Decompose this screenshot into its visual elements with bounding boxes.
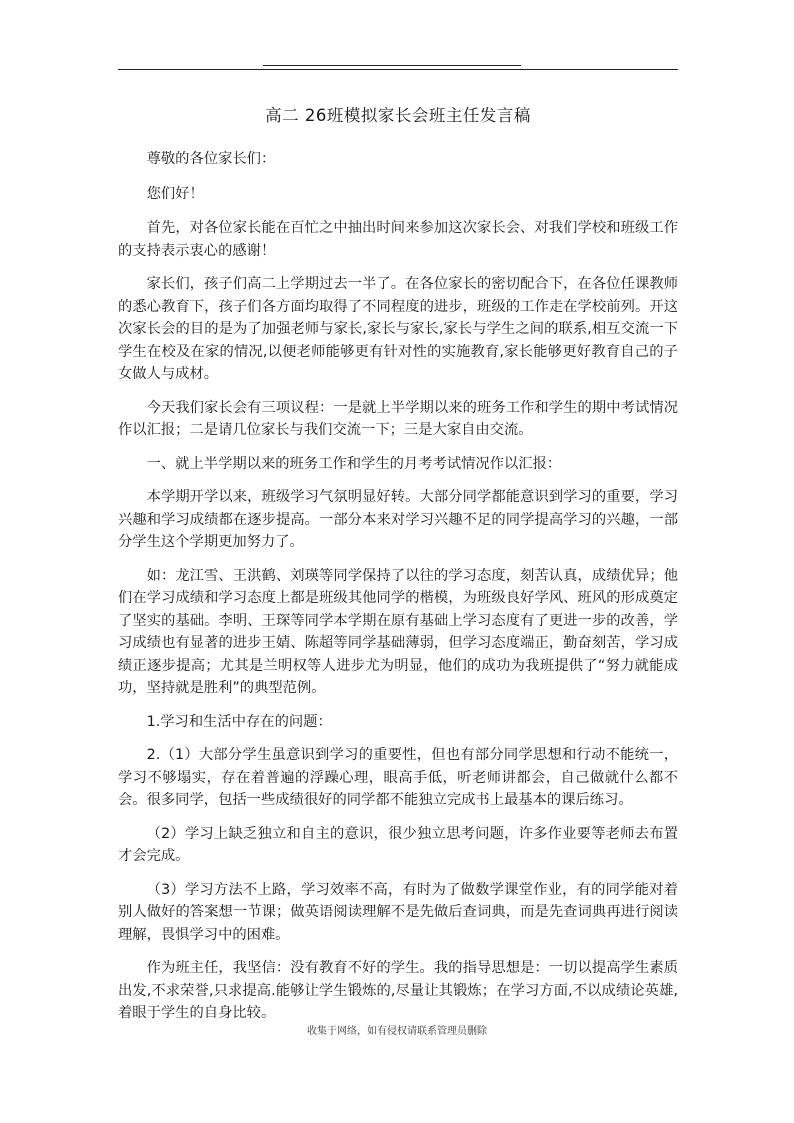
section-heading-problems: 1.学习和生活中存在的问题： [146, 713, 332, 730]
paragraph-purpose: 家长们，孩子们高二上学期过去一半了。在各位家长的密切配合下，在各位任课教师的悉心教育下，孩子们各方面均取得了不同程度的进步，班级的工作走在学校前列。开这次家长会的目的是为了加强老师与家长,家长与家长,家长与学生之间的联系,相互交流一下学生在校及在家的情况,以便老师能够更有针对性的实施教育,家长能够更好教育自己的子女做人与成材。 [118, 276, 678, 382]
paragraph-agenda: 今天我们家长会有三项议程：一是就上半学期以来的班务工作和学生的期中考试情况作以汇报；二是请几位家长与我们交流一下；三是大家自由交流。 [118, 399, 678, 438]
salutation: 尊敬的各位家长们： [146, 151, 276, 167]
header-rule [118, 69, 678, 70]
paragraph-atmosphere: 本学期开学以来，班级学习气氛明显好转。大部分同学都能意识到学习的重要，学习兴趣和学习成绩都在逐步提高。一部分本来对学习兴趣不足的同学提高学习的兴趣，一部分学生这个学期更加努力了。 [118, 489, 678, 550]
paragraph-thanks: 首先，对各位家长能在百忙之中抽出时间来参加这次家长会、对我们学校和班级工作的支持表示衷心的感谢！ [118, 220, 678, 259]
section-heading-report: 一、就上半学期以来的班务工作和学生的月考考试情况作以汇报： [146, 455, 562, 472]
problem-item-1: 2.（1）大部分学生虽意识到学习的重要性，但也有部分同学思想和行动不能统一，学习不够塌实，存在着普遍的浮躁心理，眼高手低，听老师讲都会，自己做就什么都不会。很多同学，包括一些成绩很好的同学都不能独立完成书上最基本的课后练习。 [118, 747, 678, 808]
footer-note: 收集于网络，如有侵权请联系管理员删除 [307, 1026, 487, 1037]
paragraph-philosophy: 作为班主任，我坚信：没有教育不好的学生。我的指导思想是：一切以提高学生素质出发,不求荣誉,只求提高.能够让学生锻炼的,尽量让其锻炼；在学习方面,不以成绩论英雄,着眼于学生的自身比较。 [118, 960, 678, 1021]
document-title: 高二 26班模拟家长会班主任发言稿 [265, 106, 531, 125]
problem-item-3: （3）学习方法不上路，学习效率不高，有时为了做数学课堂作业，有的同学能对着别人做好的答案想一节课；做英语阅读理解不是先做后查词典，而是先查词典再进行阅读理解，畏惧学习中的困难。 [118, 881, 678, 943]
document-body [118, 148, 678, 1036]
greeting: 您们好！ [146, 185, 204, 202]
problem-item-2: （2）学习上缺乏独立和自主的意识，很少独立思考问题，许多作业要等老师去布置才会完成。 [118, 825, 678, 864]
header-rule-top [263, 65, 521, 66]
paragraph-examples: 如：龙江雪、王洪鹤、刘瑛等同学保持了以往的学习态度，刻苦认真，成绩优异；他们在学习成绩和学习态度上都是班级其他同学的楷模，为班级良好学风、班风的形成奠定了坚实的基础。李明、王琛等同学本学期在原有基础上学习态度有了更进一步的改善，学习成绩也有显著的进步王婧、陈超等同学基础薄弱，但学习态度端正，勤奋刻苦，学习成绩正逐步提高；尤其是兰明权等人进步尤为明显，他们的成功为我班提供了“努力就能成功，坚持就是胜利”的典型范例。 [118, 567, 678, 696]
